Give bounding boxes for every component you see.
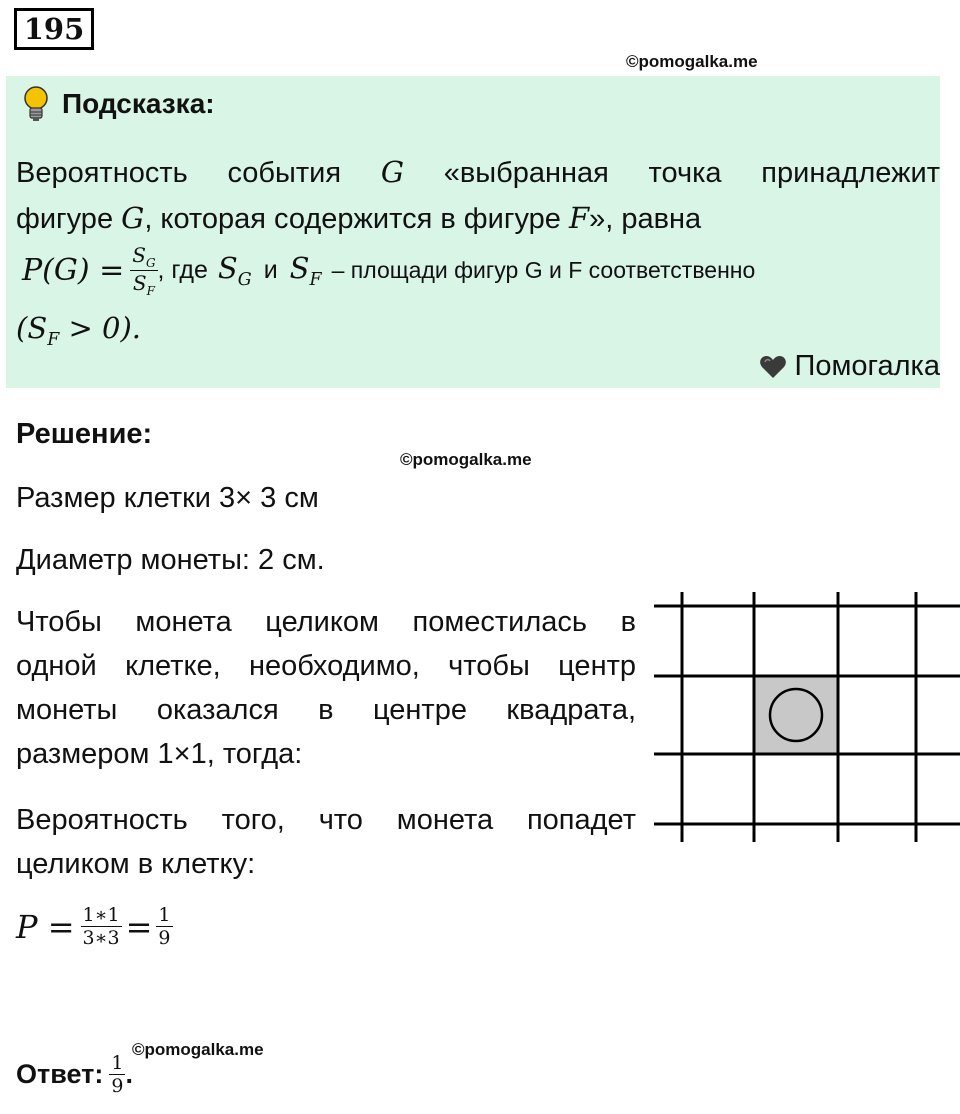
brand-label: Помогалка [759, 350, 940, 383]
lightbulb-icon [20, 84, 52, 124]
formula-fraction: $\frac{S_G}{S_F}$ [132, 242, 156, 298]
watermark: ©pomogalka.me [626, 52, 758, 71]
fraction-2: $\frac{1}{9}$ [158, 904, 171, 949]
problem-number: 195 [14, 8, 94, 50]
probability-formula: P = $\frac{1∗1}{3∗3}$ = $\frac{1}{9}$ [16, 904, 171, 949]
fraction-1: $\frac{1∗1}{3∗3}$ [82, 904, 120, 949]
answer-label: Ответ: [16, 1059, 104, 1089]
solution-title: Решение: [16, 418, 153, 450]
answer-fraction: $\frac{1}{9}$ [111, 1052, 124, 1097]
cell-size-text: Размер клетки 3× 3 см [16, 482, 319, 514]
coin-circle [770, 689, 822, 741]
hint-line-1: Вероятность события G «выбранная точка принадлежит [16, 155, 940, 189]
watermark: ©pomogalka.me [132, 1040, 264, 1059]
coin-grid-diagram [652, 592, 960, 842]
formula-lhs: P(G) = [22, 252, 125, 288]
watermark: ©pomogalka.me [400, 450, 532, 469]
hint-title: Подсказка: [62, 88, 215, 119]
solution-paragraph-2: Вероятность того, что монета попадет целиком в клетку: [16, 804, 636, 880]
answer: Ответ: $\frac{1}{9}$ . [16, 1052, 133, 1097]
hint-formula-line: P(G) = $\frac{S_G}{S_F}$ , где $S_G$ и $S_F$ – площади фигур G и F соответственно [22, 242, 756, 298]
hint-line-2: фигуре G, которая содержится в фигуре F», равна [16, 201, 702, 235]
solution-paragraph-1: Чтобы монета целиком поместилась в одной клетке, необходимо, чтобы центр монеты оказался в центре квадрата, размером 1×1, тогда: [16, 606, 636, 770]
coin-diameter-text: Диаметр монеты: 2 см. [16, 544, 325, 576]
heart-icon [759, 354, 787, 380]
hint-line-4: $(S_F > 0)$. [16, 311, 141, 350]
